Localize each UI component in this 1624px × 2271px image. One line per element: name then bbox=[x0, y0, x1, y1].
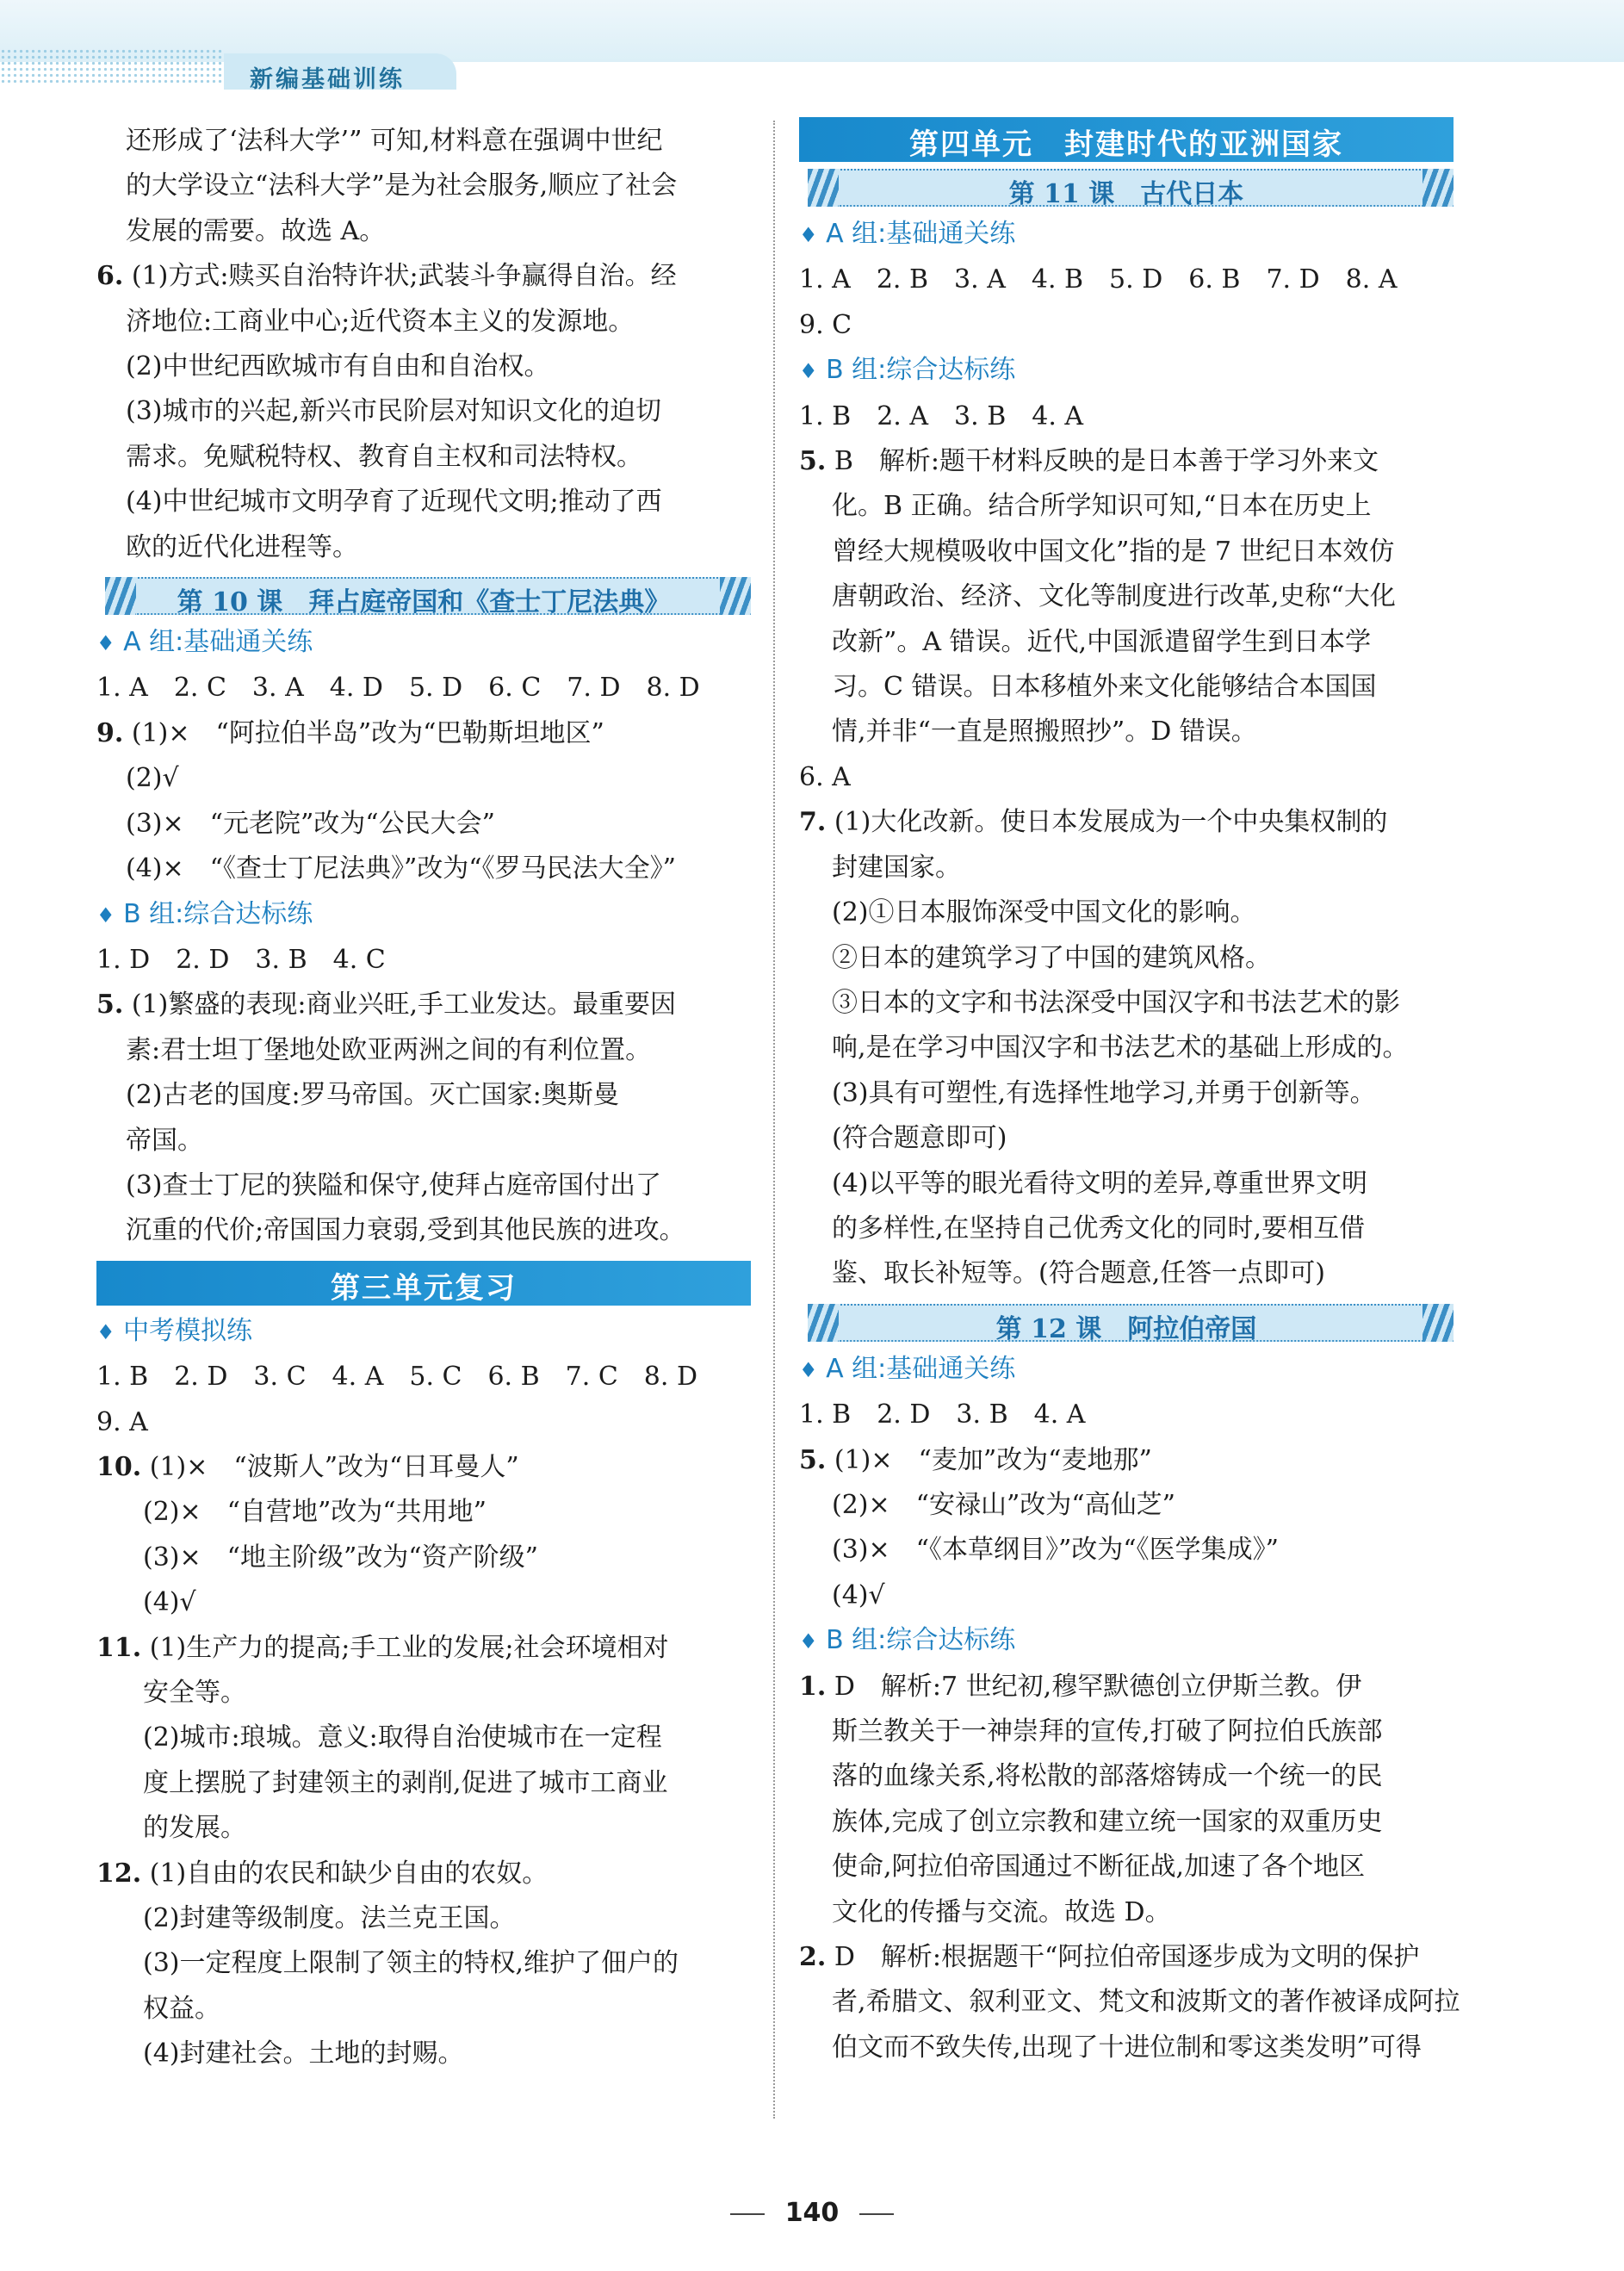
lesson-10-group-b-answers bbox=[96, 938, 751, 1254]
answer-text: 化。B 正确。结合所学知识可知,“日本在历史上 bbox=[832, 491, 1372, 522]
answer-text: 9. A bbox=[96, 1406, 148, 1437]
answer-text: 1. B 2. A 3. B 4. A bbox=[799, 400, 1084, 431]
lesson-12-group-b-heading: ♦ B 组:综合达标练 bbox=[799, 1625, 1016, 1656]
answer-text: 发展的需要。故选 A。 bbox=[126, 215, 386, 246]
answer-text: (3)× “《本草纲目》”改为“《医学集成》” bbox=[832, 1535, 1279, 1566]
answer-text: ②日本的建筑学习了中国的建筑风格。 bbox=[832, 942, 1271, 973]
answer-text: (2)城市:琅城。意义:取得自治使城市在一定程 bbox=[143, 1722, 662, 1753]
answer-text: 1. B 2. D 3. B 4. A bbox=[799, 1399, 1086, 1430]
answer-text: (2)√ bbox=[126, 763, 179, 794]
answer-text: 沉重的代价;帝国国力衰弱,受到其他民族的进攻。 bbox=[126, 1215, 685, 1246]
answer-line bbox=[96, 119, 751, 164]
answer-text: (4)中世纪城市文明孕育了近现代文明;推动了西 bbox=[126, 487, 662, 518]
answer-line bbox=[96, 435, 751, 480]
answer-line bbox=[96, 666, 751, 710]
answer-line bbox=[799, 1709, 1454, 1754]
answer-text: 斯兰教关于一神崇拜的宣传,打破了阿拉伯氏族部 bbox=[832, 1716, 1383, 1747]
answer-text: (1)× “波斯人”改为“日耳曼人” bbox=[149, 1451, 519, 1482]
answer-text: 习。C 错误。日本移植外来文化能够结合本国国 bbox=[832, 672, 1377, 703]
answer-line bbox=[799, 936, 1454, 981]
answer-text: (1)方式:赎买自治特许状;武装斗争赢得自治。经 bbox=[131, 261, 677, 292]
answer-text: (4)以平等的眼光看待文明的差异,尊重世界文明 bbox=[832, 1168, 1368, 1199]
answer-line bbox=[799, 439, 1454, 484]
answer-line bbox=[799, 484, 1454, 529]
answer-text: (1)× “麦加”改为“麦地那” bbox=[834, 1444, 1152, 1475]
answer-text: (3)查士丁尼的狭隘和保守,使拜占庭帝国付出了 bbox=[126, 1170, 662, 1201]
answer-text: (4)√ bbox=[143, 1587, 196, 1618]
question-number: 9. bbox=[96, 717, 124, 748]
answer-text: 鉴、取长补短等。(符合题意,任答一点即可) bbox=[832, 1258, 1325, 1289]
header-dot-pattern bbox=[0, 48, 224, 83]
unit-3-review-banner bbox=[96, 1261, 751, 1306]
answer-text: D 解析:根据题干“阿拉伯帝国逐步成为文明的保护 bbox=[834, 1942, 1420, 1973]
lesson-11-group-b-heading: ♦ B 组:综合达标练 bbox=[799, 355, 1016, 386]
answer-line bbox=[799, 1071, 1454, 1116]
answer-text: 度上摆脱了封建领主的剥削,促进了城市工商业 bbox=[143, 1767, 668, 1798]
lesson-11-group-b-answers bbox=[799, 394, 1454, 1297]
answer-text: (2)× “安禄山”改为“高仙芝” bbox=[832, 1489, 1175, 1520]
answer-text: ③日本的文字和书法深受中国汉字和书法艺术的影 bbox=[832, 987, 1400, 1018]
answer-text: 族体,完成了创立宗教和建立统一国家的双重历史 bbox=[832, 1806, 1383, 1837]
lesson-12-title: 第 12 课 阿拉伯帝国 bbox=[995, 1313, 1257, 1344]
answer-text: (1)生产力的提高;手工业的发展;社会环境相对 bbox=[149, 1632, 669, 1663]
answer-text: 情,并非“一直是照搬照抄”。D 错误。 bbox=[832, 717, 1257, 748]
answer-line bbox=[799, 258, 1454, 302]
answer-line bbox=[96, 1987, 751, 2032]
answer-line bbox=[799, 574, 1454, 619]
question-number: 12. bbox=[96, 1858, 142, 1889]
question-number: 5. bbox=[799, 446, 827, 477]
unit-3-answers bbox=[96, 1355, 751, 2077]
unit-4-banner bbox=[799, 117, 1454, 162]
answer-line bbox=[799, 394, 1454, 439]
answer-line bbox=[96, 983, 751, 1027]
answer-text: (4)√ bbox=[832, 1579, 885, 1610]
diamond-icon: ♦ bbox=[799, 1629, 818, 1654]
lesson-10-banner bbox=[96, 575, 751, 617]
answer-text: 文化的传播与交流。故选 D。 bbox=[832, 1896, 1171, 1927]
answer-line bbox=[799, 1754, 1454, 1799]
answer-text: 响,是在学习中国汉字和书法艺术的基础上形成的。 bbox=[832, 1033, 1409, 1064]
answer-line bbox=[799, 1800, 1454, 1845]
lesson-12-group-a-answers bbox=[799, 1393, 1454, 1618]
answer-text: B 解析:题干材料反映的是日本善于学习外来文 bbox=[834, 446, 1379, 477]
answer-line bbox=[799, 620, 1454, 665]
lesson-12-group-a-heading: ♦ A 组:基础通关练 bbox=[799, 1353, 1016, 1384]
lesson-10-group-a-heading: ♦ A 组:基础通关练 bbox=[96, 627, 313, 658]
answer-text: 欧的近代化进程等。 bbox=[126, 531, 358, 562]
answer-text: (符合题意即可) bbox=[832, 1123, 1007, 1154]
answer-line bbox=[96, 1355, 751, 1399]
answer-text: 落的血缘关系,将松散的部落熔铸成一个统一的民 bbox=[832, 1761, 1383, 1792]
answer-text: (1)繁盛的表现:商业兴旺,手工业发达。最重要因 bbox=[131, 990, 677, 1021]
answer-text: 使命,阿拉伯帝国通过不断征战,加速了各个地区 bbox=[832, 1852, 1366, 1883]
answer-line bbox=[799, 846, 1454, 890]
answer-line bbox=[96, 525, 751, 570]
answer-line bbox=[96, 480, 751, 524]
diamond-icon: ♦ bbox=[96, 1319, 115, 1344]
answer-line bbox=[799, 1162, 1454, 1207]
answer-text: 素:君士坦丁堡地处欧亚两洲之间的有利位置。 bbox=[126, 1034, 652, 1065]
question-number: 11. bbox=[96, 1632, 142, 1663]
question-number: 5. bbox=[799, 1444, 827, 1475]
answer-line bbox=[799, 2026, 1454, 2070]
answer-text: 改新”。A 错误。近代,中国派遣留学生到日本学 bbox=[832, 626, 1372, 657]
answer-text: 权益。 bbox=[143, 1993, 220, 2024]
answer-line bbox=[799, 1483, 1454, 1528]
answer-line bbox=[96, 1208, 751, 1253]
answer-line bbox=[96, 1941, 751, 1986]
answer-line bbox=[799, 1980, 1460, 2025]
answer-line bbox=[799, 530, 1454, 574]
lesson-11-title: 第 11 课 古代日本 bbox=[1008, 179, 1244, 209]
question-number: 5. bbox=[96, 990, 124, 1021]
answer-line bbox=[96, 1626, 751, 1671]
answer-text: 1. A 2. B 3. A 4. B 5. D 6. B 7. D 8. A bbox=[799, 264, 1398, 295]
lesson-11-group-a-heading: ♦ A 组:基础通关练 bbox=[799, 219, 1016, 249]
answer-line bbox=[96, 2032, 751, 2076]
answer-text: (3)具有可塑性,有选择性地学习,并勇于创新等。 bbox=[832, 1077, 1376, 1108]
answer-text: D 解析:7 世纪初,穆罕默德创立伊斯兰教。伊 bbox=[834, 1671, 1362, 1702]
answer-line bbox=[799, 710, 1454, 754]
page-number-dash bbox=[730, 2213, 765, 2215]
answer-text: 帝国。 bbox=[126, 1125, 203, 1156]
series-title: 新编基础训练 bbox=[250, 66, 405, 93]
answer-line bbox=[96, 711, 751, 756]
answer-line bbox=[96, 1400, 751, 1445]
answer-text: 唐朝政治、经济、文化等制度进行改革,史称“大化 bbox=[832, 581, 1396, 612]
answer-line bbox=[96, 164, 751, 208]
answer-line bbox=[799, 1845, 1454, 1889]
lesson-10-group-b-heading: ♦ B 组:综合达标练 bbox=[96, 898, 313, 929]
answer-text: (2)封建等级制度。法兰克王国。 bbox=[143, 1903, 516, 1934]
answer-line bbox=[96, 1761, 751, 1806]
answer-line bbox=[96, 1536, 751, 1580]
answer-text: (4)封建社会。土地的封赐。 bbox=[143, 2038, 464, 2069]
answer-line bbox=[96, 1716, 751, 1760]
answer-text: 的多样性,在坚持自己优秀文化的同时,要相互借 bbox=[832, 1213, 1366, 1244]
page-number-dash bbox=[859, 2213, 894, 2215]
answer-line bbox=[96, 1852, 751, 1896]
answer-text: 者,希腊文、叙利亚文、梵文和波斯文的著作被译成阿拉 bbox=[832, 1987, 1460, 2018]
answer-text: 曾经大规模吸收中国文化”指的是 7 世纪日本效仿 bbox=[832, 536, 1395, 567]
left-top-block bbox=[96, 119, 751, 570]
answer-line bbox=[799, 1251, 1454, 1296]
answer-line bbox=[96, 802, 751, 847]
column-divider bbox=[773, 121, 777, 2119]
answer-line bbox=[96, 209, 751, 254]
lesson-11-group-a-answers bbox=[799, 258, 1454, 348]
answer-text: 1. B 2. D 3. C 4. A 5. C 6. B 7. C 8. D bbox=[96, 1362, 697, 1393]
right-column bbox=[799, 119, 1460, 2070]
answer-line bbox=[96, 1806, 751, 1851]
answer-text: (4)× “《查士丁尼法典》”改为“《罗马民法大全》” bbox=[126, 853, 676, 884]
answer-text: (2)× “自营地”改为“共用地” bbox=[143, 1497, 487, 1528]
answer-text: 的大学设立“法科大学”是为社会服务,顺应了社会 bbox=[126, 171, 678, 202]
answer-line bbox=[799, 665, 1454, 710]
question-number: 7. bbox=[799, 807, 827, 838]
answer-text: (2)①日本服饰深受中国文化的影响。 bbox=[832, 897, 1256, 928]
answer-text: 9. C bbox=[799, 309, 852, 340]
answer-line bbox=[96, 1163, 751, 1208]
answer-text: 6. A bbox=[799, 761, 851, 792]
answer-text: 安全等。 bbox=[143, 1678, 246, 1708]
lesson-10-title: 第 10 课 拜占庭帝国和《查士丁尼法典》 bbox=[177, 587, 671, 618]
answer-text: (1)大化改新。使日本发展成为一个中央集权制的 bbox=[834, 807, 1388, 838]
answer-line bbox=[96, 300, 751, 344]
answer-text: 还形成了‘法科大学’” 可知,材料意在强调中世纪 bbox=[126, 126, 663, 156]
answer-text: (3)城市的兴起,新兴市民阶层对知识文化的迫切 bbox=[126, 396, 662, 427]
unit-3-review-title: 第三单元复习 bbox=[331, 1270, 517, 1306]
answer-text: (2)古老的国度:罗马帝国。灭亡国家:奥斯曼 bbox=[126, 1080, 619, 1111]
unit-3-group-heading: ♦ 中考模拟练 bbox=[96, 1315, 253, 1346]
lesson-11-banner bbox=[799, 167, 1454, 208]
diamond-icon: ♦ bbox=[799, 1357, 818, 1382]
answer-text: 伯文而不致失传,出现了十进位制和零这类发明”可得 bbox=[832, 2032, 1422, 2063]
answer-line bbox=[96, 344, 751, 389]
answer-line bbox=[96, 1671, 751, 1716]
answer-line bbox=[96, 938, 751, 983]
answer-text: 需求。免赋税特权、教育自主权和司法特权。 bbox=[126, 441, 642, 472]
answer-line bbox=[799, 303, 1454, 348]
answer-line bbox=[96, 1028, 751, 1073]
answer-line bbox=[799, 800, 1454, 845]
answer-text: 封建国家。 bbox=[832, 852, 961, 883]
diamond-icon: ♦ bbox=[799, 359, 818, 384]
answer-line bbox=[96, 254, 751, 299]
question-number: 2. bbox=[799, 1942, 827, 1973]
answer-line bbox=[799, 1935, 1454, 1980]
answer-line bbox=[799, 1026, 1454, 1070]
answer-line bbox=[799, 1393, 1454, 1437]
question-number: 10. bbox=[96, 1451, 142, 1482]
answer-line bbox=[96, 1119, 751, 1163]
diamond-icon: ♦ bbox=[799, 223, 818, 247]
answer-line bbox=[799, 1573, 1454, 1618]
left-column bbox=[96, 119, 751, 2077]
answer-line bbox=[96, 1580, 751, 1625]
answer-line bbox=[96, 756, 751, 801]
answer-text: 1. D 2. D 3. B 4. C bbox=[96, 944, 386, 975]
answer-line bbox=[799, 981, 1454, 1026]
answer-text: 济地位:工商业中心;近代资本主义的发源地。 bbox=[126, 306, 635, 337]
answer-line bbox=[96, 1073, 751, 1118]
answer-line bbox=[799, 890, 1454, 935]
answer-text: (3)一定程度上限制了领主的特权,维护了佃户的 bbox=[143, 1948, 679, 1979]
lesson-12-group-b-answers bbox=[799, 1665, 1460, 2071]
answer-text: 的发展。 bbox=[143, 1813, 246, 1844]
answer-text: (1)自由的农民和缺少自由的农奴。 bbox=[149, 1858, 549, 1889]
answer-line bbox=[799, 1207, 1454, 1251]
unit-4-title: 第四单元 封建时代的亚洲国家 bbox=[909, 127, 1343, 162]
diamond-icon: ♦ bbox=[96, 631, 115, 656]
question-number: 1. bbox=[799, 1671, 827, 1702]
answer-text: (2)中世纪西欧城市有自由和自治权。 bbox=[126, 351, 550, 382]
answer-line bbox=[799, 755, 1454, 800]
diamond-icon: ♦ bbox=[96, 903, 115, 928]
answer-line bbox=[96, 1896, 751, 1941]
lesson-12-banner bbox=[799, 1302, 1454, 1343]
answer-line bbox=[799, 1116, 1454, 1161]
answer-text: (3)× “地主阶级”改为“资产阶级” bbox=[143, 1542, 538, 1573]
page-number: 140 bbox=[0, 2198, 1624, 2228]
answer-text: 1. A 2. C 3. A 4. D 5. D 6. C 7. D 8. D bbox=[96, 673, 700, 704]
answer-line bbox=[799, 1528, 1454, 1573]
answer-line bbox=[96, 847, 751, 891]
answer-line bbox=[96, 389, 751, 434]
answer-line bbox=[96, 1490, 751, 1535]
answer-line bbox=[799, 1438, 1454, 1483]
answer-line bbox=[799, 1665, 1454, 1709]
lesson-10-group-a-answers bbox=[96, 666, 751, 891]
answer-text: (1)× “阿拉伯半岛”改为“巴勒斯坦地区” bbox=[131, 717, 604, 748]
answer-text: (3)× “元老院”改为“公民大会” bbox=[126, 808, 495, 839]
answer-line bbox=[96, 1445, 751, 1490]
answer-line bbox=[799, 1890, 1454, 1935]
question-number: 6. bbox=[96, 261, 124, 292]
